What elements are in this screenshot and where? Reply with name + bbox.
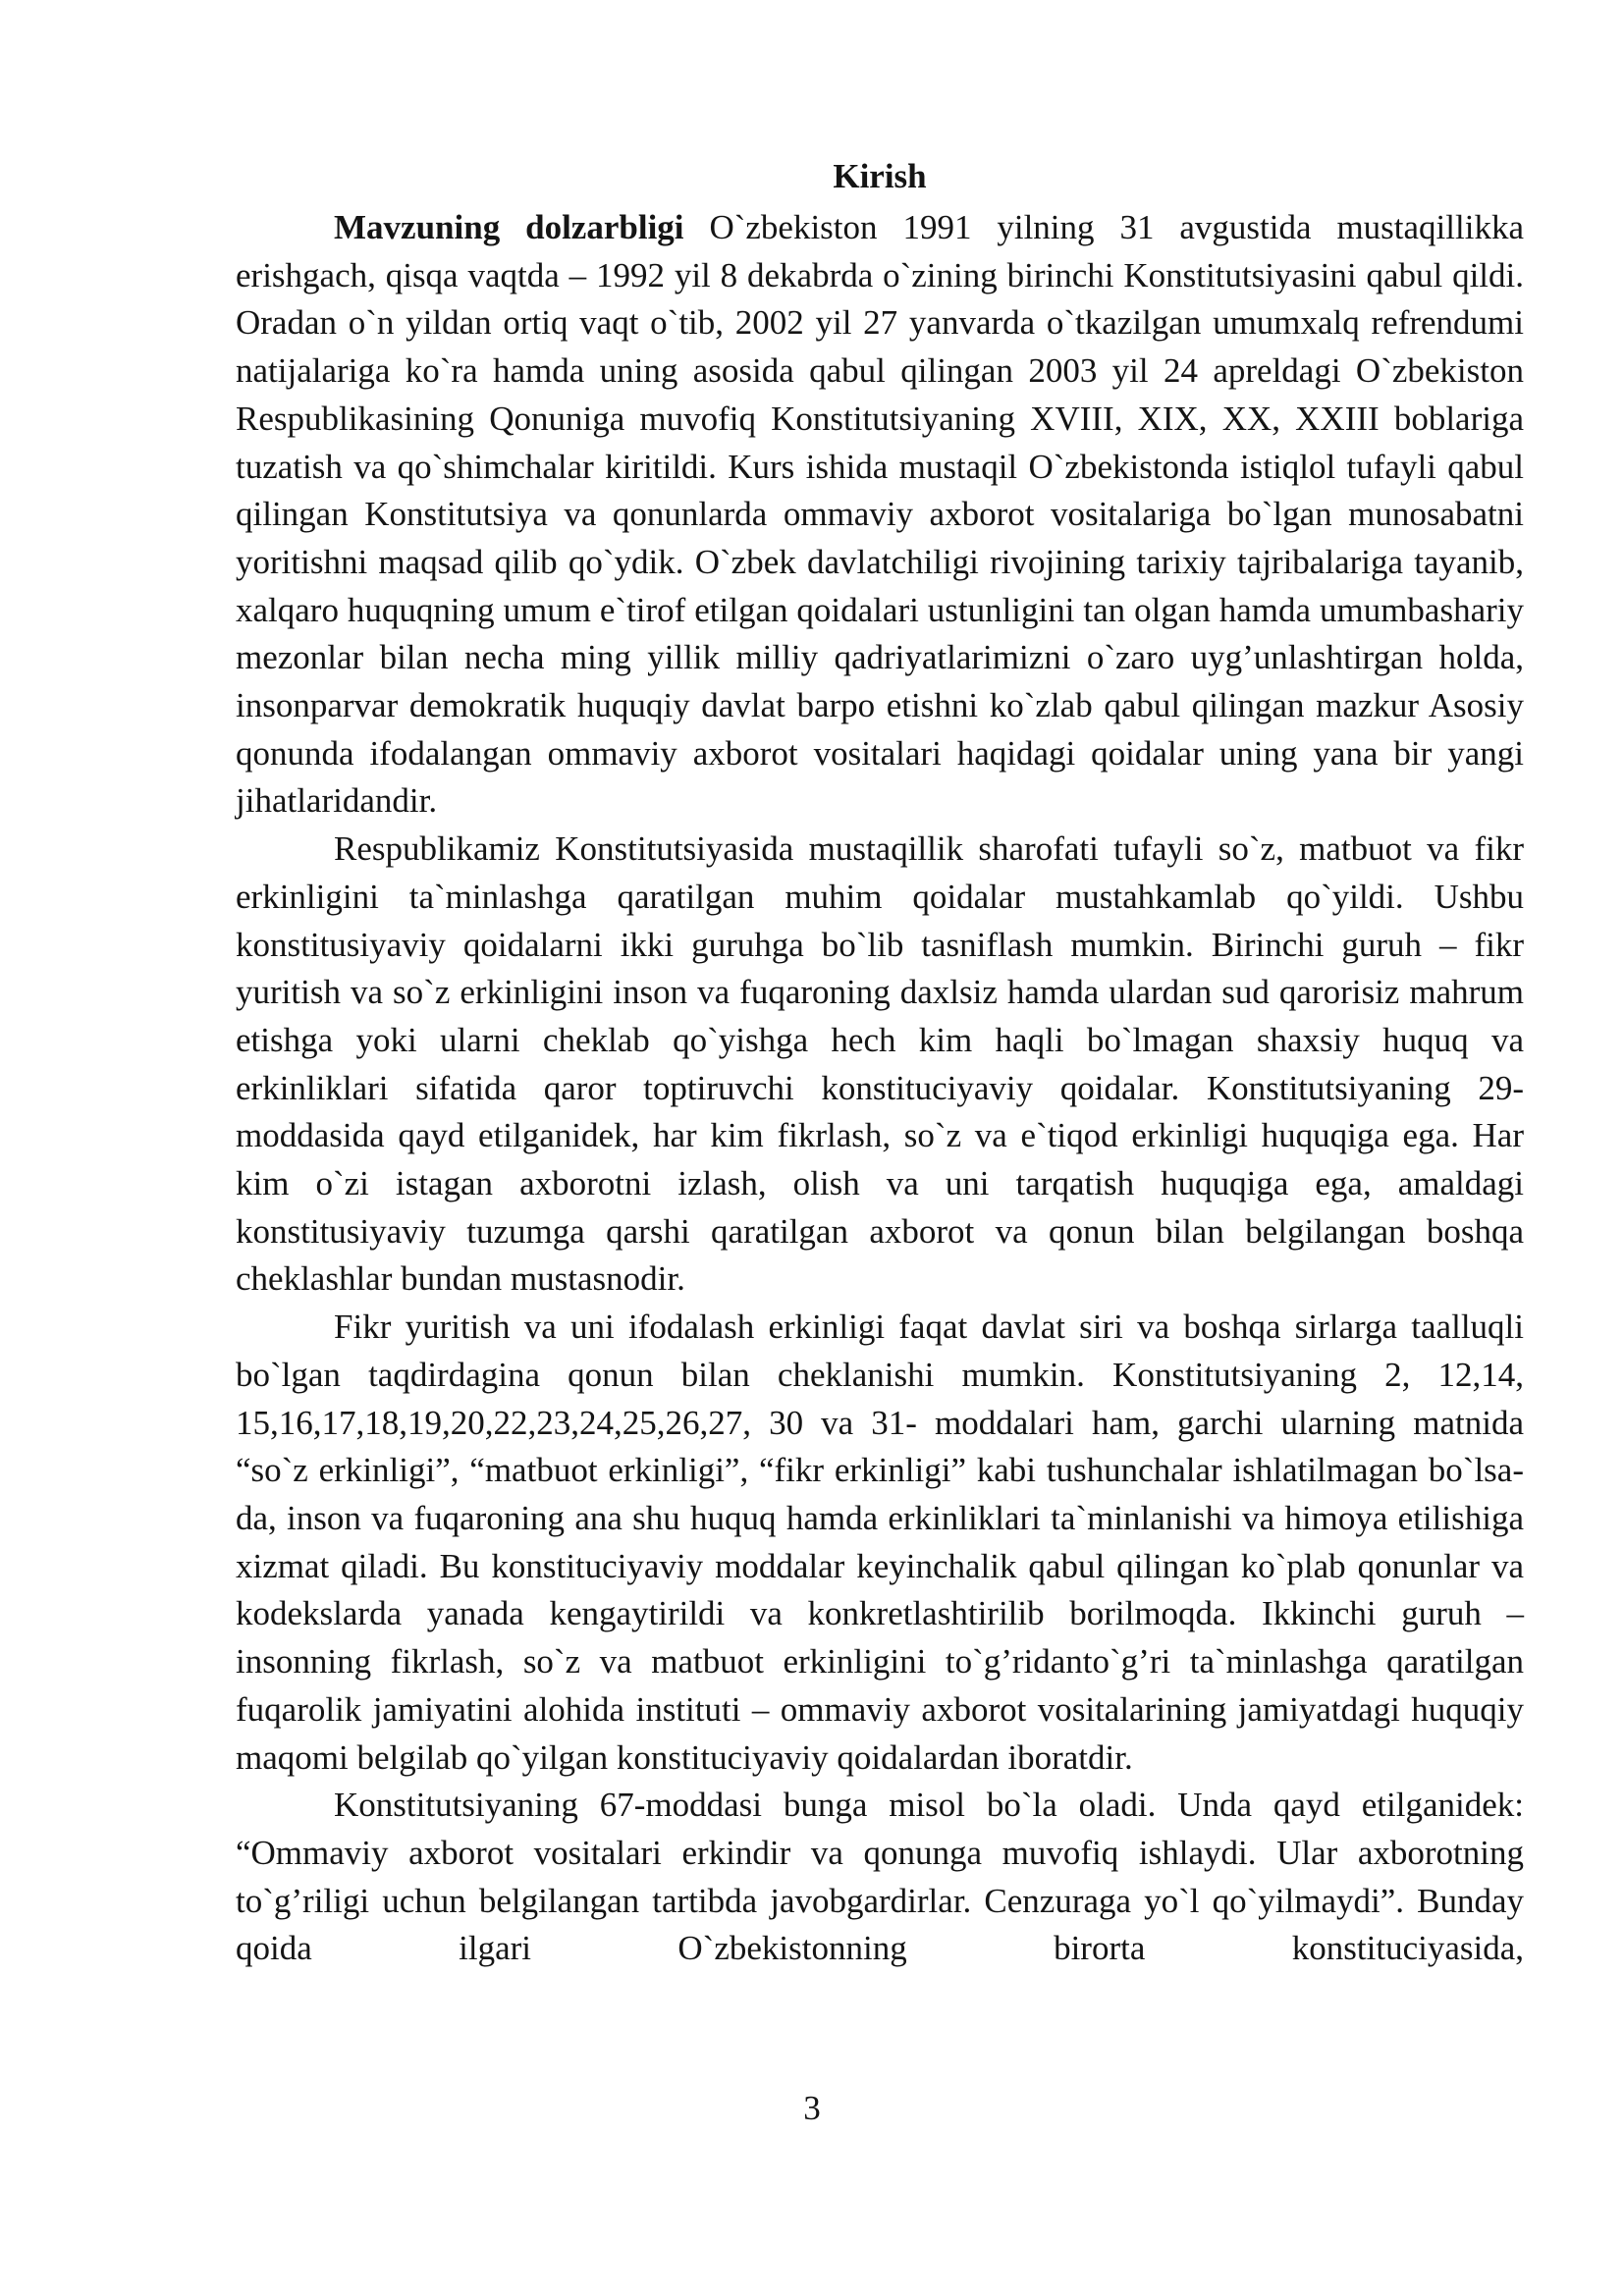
paragraph-freedom-of-thought [236, 1304, 1524, 1782]
section-title: Kirish [833, 157, 927, 195]
page-content [236, 153, 1524, 1973]
paragraph-constitution [236, 826, 1524, 1304]
paragraph-text: Konstitutsiyaning 67-moddasi bunga misol bo`la oladi. Unda qayd etilganidek: “Ommaviy axborot vositalari erkindir va qonunga muvofiq ishlaydi. Ular axborotning to`g’riligi uchun belgilangan tartibda javobgardirlar. Cenzuraga yo`l qo`yilmaydi”. Bunday qoida ilgari O`zbekistonning birorta konstituciyasida, [236, 1786, 1524, 1968]
paragraph-text: Fikr yuritish va uni ifodalash erkinligi faqat davlat siri va boshqa sirlarga taalluqli bo`lgan taqdirdagina qonun bilan cheklanishi mumkin. Konstitutsiyaning 2, 12,14, 15,16,17,18,19,20,22,23,24,25,26,27, 30 va 31- moddalari ham, garchi ularning matnida “so`z erkinligi”, “matbuot erkinligi”, “fikr erkinligi” kabi tushunchalar ishlatilmagan bo`lsa-da, inson va fuqaroning ana shu huquq hamda erkinliklari ta`minlanishi va himoya etilishiga xizmat qiladi. Bu konstituciyaviy moddalar keyinchalik qabul qilingan ko`plab qonunlar va kodekslarda yanada kengaytirildi va konkretlashtirilib borilmoqda. Ikkinchi guruh – insonning fikrlash, so`z va matbuot erkinligini to`g’ridanto`g’ri ta`minlashga qaratilgan fuqarolik jamiyatini alohida instituti – ommaviy axborot vositalarining jamiyatdagi huquqiy maqomi belgilab qo`yilgan konstituciyaviy qoidalardan iboratdir. [236, 1308, 1524, 1777]
page-number: 3 [803, 2089, 821, 2127]
paragraph-article-67 [236, 1782, 1524, 1973]
paragraph-text: O`zbekiston 1991 yilning 31 avgustida mustaqillikka erishgach, qisqa vaqtda – 1992 yil 8 dekabrda o`zining birinchi Konstitutsiyasini qabul qildi. Oradan o`n yildan ortiq vaqt o`tib, 2002 yil 27 yanvarda o`tkazilgan umumxalq refrendumi natijalariga ko`ra hamda uning asosida qabul qilingan 2003 yil 24 apreldagi O`zbekiston Respublikasining Qonuniga muvofiq Konstitutsiyaning XVIII, XIX, XX, XXIII boblariga tuzatish va qo`shimchalar kiritildi. Kurs ishida mustaqil O`zbekistonda istiqlol tufayli qabul qilingan Konstitutsiya va qonunlarda ommaviy axborot vositalariga bo`lgan munosabatni yoritishni maqsad qilib qo`ydik. O`zbek davlatchiligi rivojining tarixiy tajribalariga tayanib, xalqaro huquqning umum e`tirof etilgan qoidalari ustunligini tan olgan hamda umumbashariy mezonlar bilan necha ming yillik milliy qadriyatlarimizni o`zaro uyg’unlashtirgan holda, insonparvar demokratik huquqiy davlat barpo etishni ko`zlab qabul qilingan mazkur Asosiy qonunda ifodalangan ommaviy axborot vositalari haqidagi qoidalar uning yana bir yangi jihatlaridandir. [236, 208, 1524, 821]
paragraph-text: Respublikamiz Konstitutsiyasida mustaqillik sharofati tufayli so`z, matbuot va fikr erkinligini ta`minlashga qaratilgan muhim qoidalar mustahkamlab qo`yildi. Ushbu konstitusiyaviy qoidalarni ikki guruhga bo`lib tasniflash mumkin. Birinchi guruh – fikr yuritish va so`z erkinligini inson va fuqaroning daxlsiz hamda ulardan sud qarorisiz mahrum etishga yoki ularni cheklab qo`yishga hech kim haqli bo`lmagan shaxsiy huquq va erkinliklari sifatida qaror toptiruvchi konstituciyaviy qoidalar. Konstitutsiyaning 29-moddasida qayd etilganidek, har kim fikrlash, so`z va e`tiqod erkinligi huquqiga ega. Har kim o`zi istagan axborotni izlash, olish va uni tarqatish huquqiga ega, amaldagi konstitusiyaviy tuzumga qarshi qaratilgan axborot va qonun bilan belgilangan boshqa cheklashlar bundan mustasnodir. [236, 829, 1524, 1299]
paragraph-lead-bold: Mavzuning dolzarbligi [334, 208, 684, 246]
paragraph-relevance [236, 204, 1524, 826]
